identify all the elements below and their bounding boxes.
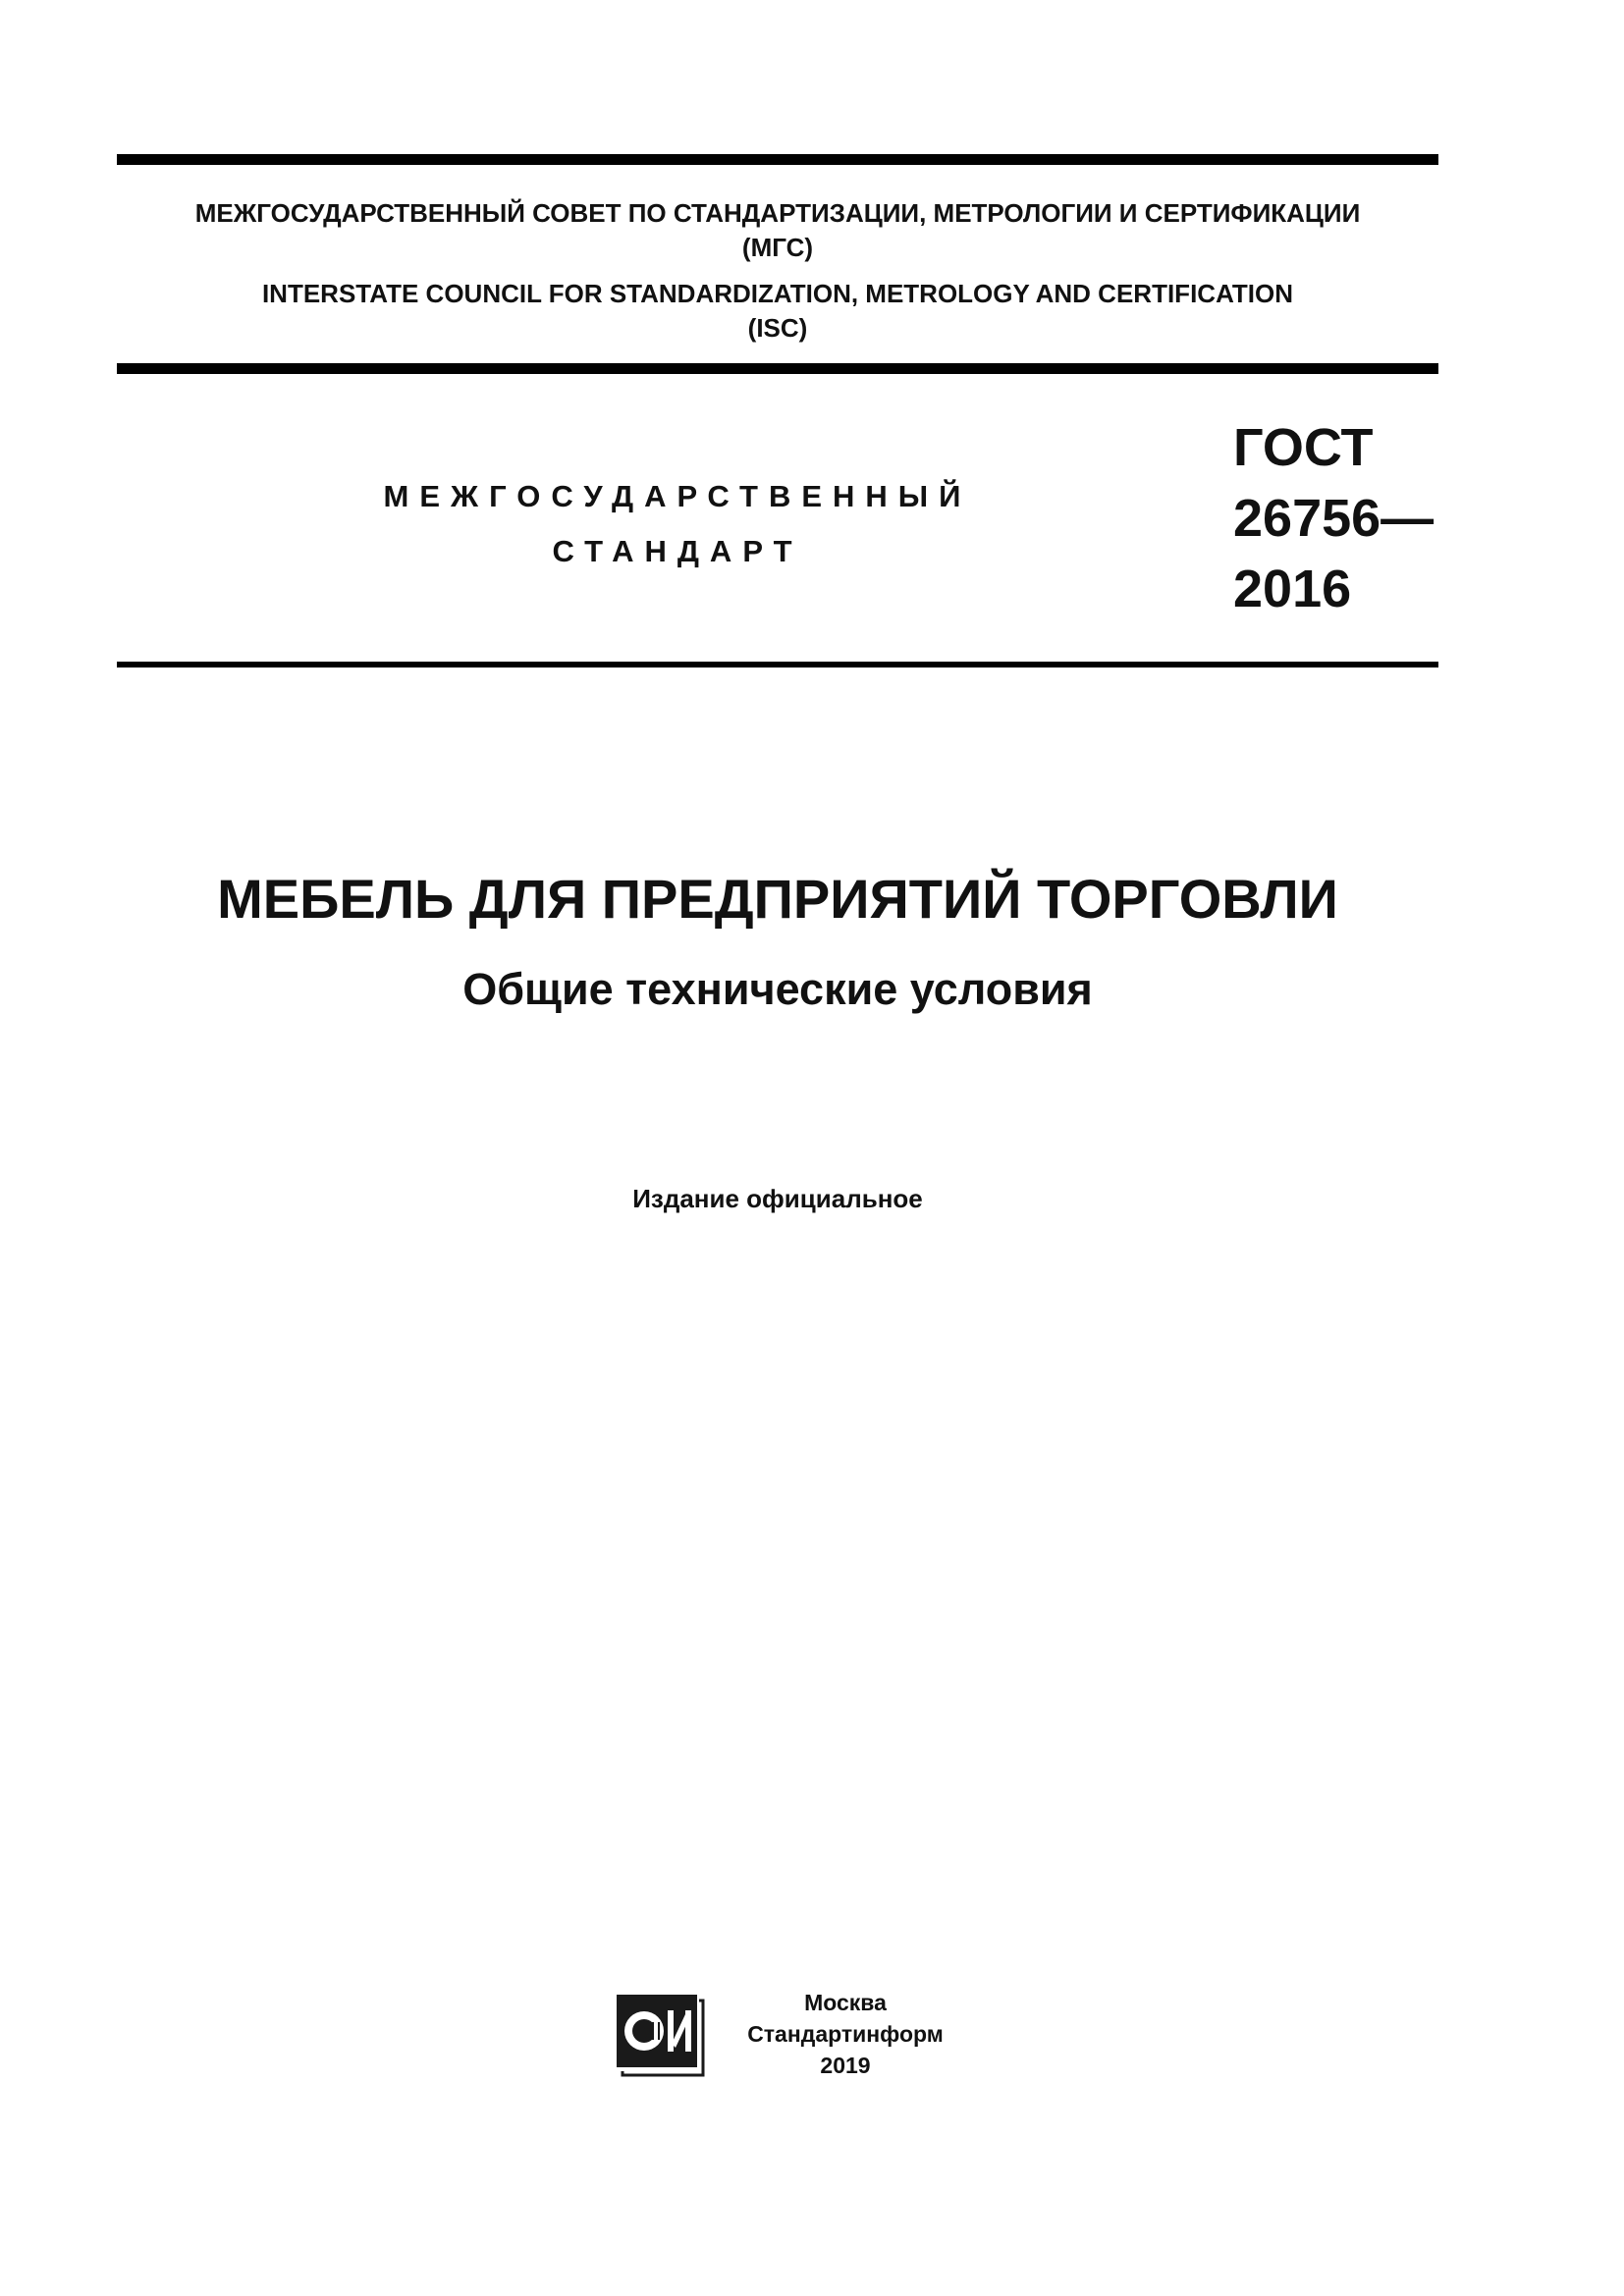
gost-number: 26756— bbox=[1233, 489, 1435, 548]
council-name-ru bbox=[117, 196, 1438, 265]
council-en-name: INTERSTATE COUNCIL FOR STANDARDIZATION, METROLOGY AND CERTIFICATION bbox=[261, 279, 1294, 308]
standard-kind-line-2: СТАНДАРТ bbox=[552, 534, 803, 568]
standard-kind bbox=[265, 469, 1090, 579]
publisher-city: Москва bbox=[804, 1990, 887, 2015]
publisher-block bbox=[615, 1987, 968, 2085]
designation-bottom-rule bbox=[117, 662, 1438, 667]
council-name-en bbox=[117, 277, 1438, 346]
edition-label: Издание официальное bbox=[632, 1184, 923, 1213]
publisher-year: 2019 bbox=[820, 2053, 871, 2078]
top-rule bbox=[117, 154, 1438, 165]
imprint bbox=[723, 1987, 968, 2081]
council-ru-abbr: (МГС) bbox=[741, 233, 814, 262]
standartinform-logo-icon bbox=[615, 1993, 707, 2077]
council-ru-name: МЕЖГОСУДАРСТВЕННЫЙ СОВЕТ ПО СТАНДАРТИЗАЦИИ, МЕТРОЛОГИИ И СЕРТИФИКАЦИИ bbox=[194, 198, 1361, 228]
gost-designation bbox=[1233, 412, 1434, 624]
standard-kind-line-1: МЕЖГОСУДАРСТВЕННЫЙ bbox=[383, 479, 972, 513]
gost-prefix: ГОСТ bbox=[1233, 418, 1374, 477]
gost-year: 2016 bbox=[1233, 560, 1352, 618]
council-en-abbr: (ISC) bbox=[747, 313, 808, 343]
document-title: МЕБЕЛЬ ДЛЯ ПРЕДПРИЯТИЙ ТОРГОВЛИ bbox=[217, 868, 1338, 930]
publisher-name: Стандартинформ bbox=[747, 2021, 944, 2047]
header-bottom-rule bbox=[117, 363, 1438, 374]
document-subtitle: Общие технические условия bbox=[462, 964, 1093, 1014]
